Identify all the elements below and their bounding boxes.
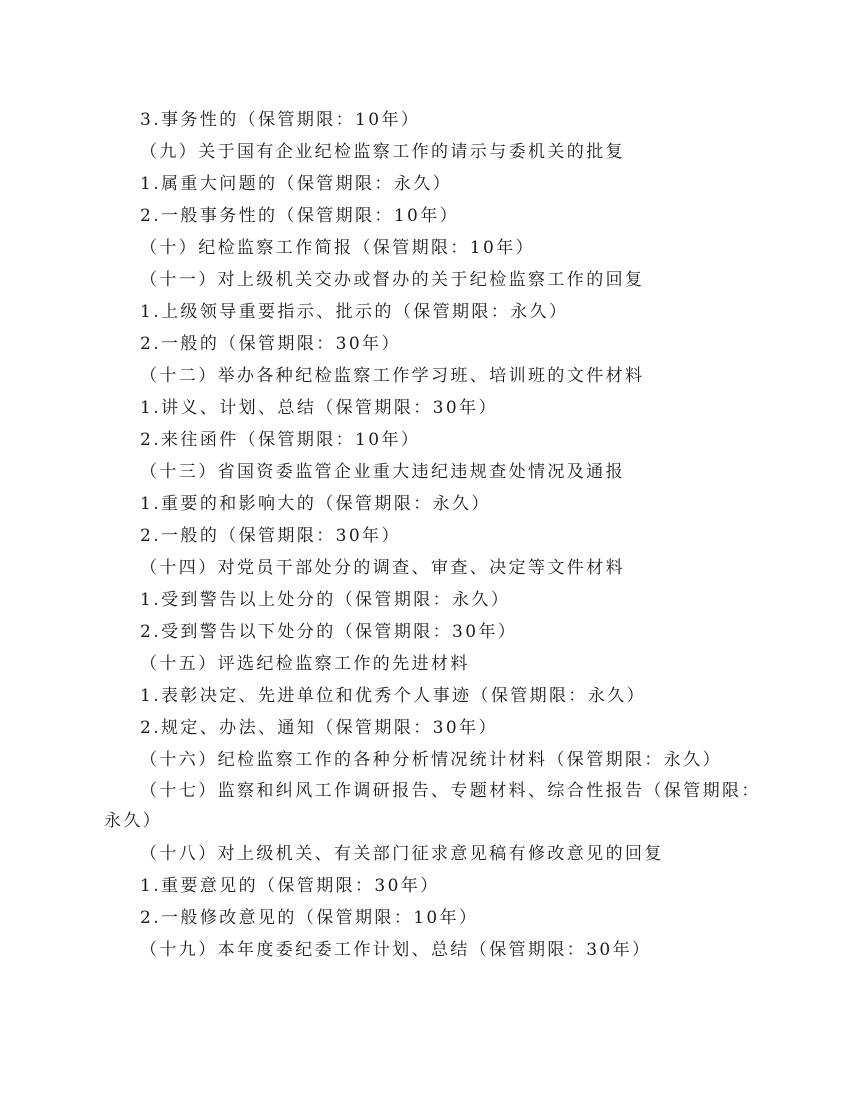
list-item: 2.规定、办法、通知（保管期限：30年） xyxy=(140,718,498,738)
list-item: 1.受到警告以上处分的（保管期限：永久） xyxy=(140,590,511,610)
section-heading: （十）纪检监察工作简报（保管期限：10年） xyxy=(140,238,536,258)
section-heading: （十四）对党员干部处分的调查、审查、决定等文件材料 xyxy=(140,558,625,578)
section-heading: （十一）对上级机关交办或督办的关于纪检监察工作的回复 xyxy=(140,270,645,290)
section-heading: （九）关于国有企业纪检监察工作的请示与委机关的批复 xyxy=(140,142,625,162)
section-heading: （十三）省国资委监管企业重大违纪违规查处情况及通报 xyxy=(140,462,625,482)
list-item: 2.一般修改意见的（保管期限：10年） xyxy=(140,908,479,928)
list-item: 2.一般事务性的（保管期限：10年） xyxy=(140,206,460,226)
section-heading: （十九）本年度委纪委工作计划、总结（保管期限：30年） xyxy=(140,940,652,960)
list-item: 2.一般的（保管期限：30年） xyxy=(140,334,401,354)
document-body xyxy=(104,104,764,966)
list-item: 2.受到警告以下处分的（保管期限：30年） xyxy=(140,622,518,642)
list-item: 2.来往函件（保管期限：10年） xyxy=(140,430,421,450)
section-heading: （十二）举办各种纪检监察工作学习班、培训班的文件材料 xyxy=(140,366,645,386)
list-item: 1.属重大问题的（保管期限：永久） xyxy=(140,174,453,194)
list-item: 1.讲义、计划、总结（保管期限：30年） xyxy=(140,398,498,418)
section-heading: （十八）对上级机关、有关部门征求意见稿有修改意见的回复 xyxy=(140,844,664,864)
list-item: 1.表彰决定、先进单位和优秀个人事迹（保管期限：永久） xyxy=(140,686,647,706)
list-item: 1.重要的和影响大的（保管期限：永久） xyxy=(140,494,491,514)
list-item: 2.一般的（保管期限：30年） xyxy=(140,526,401,546)
section-heading: （十七）监察和纠风工作调研报告、专题材料、综合性报告（保管期限：永久） xyxy=(104,781,761,831)
section-heading: （十六）纪检监察工作的各种分析情况统计材料（保管期限：永久） xyxy=(140,750,722,770)
section-heading: （十五）评选纪检监察工作的先进材料 xyxy=(140,654,470,674)
list-item: 1.上级领导重要指示、批示的（保管期限：永久） xyxy=(140,302,569,322)
list-item: 3.事务性的（保管期限：10年） xyxy=(140,110,421,130)
list-item: 1.重要意见的（保管期限：30年） xyxy=(140,876,440,896)
